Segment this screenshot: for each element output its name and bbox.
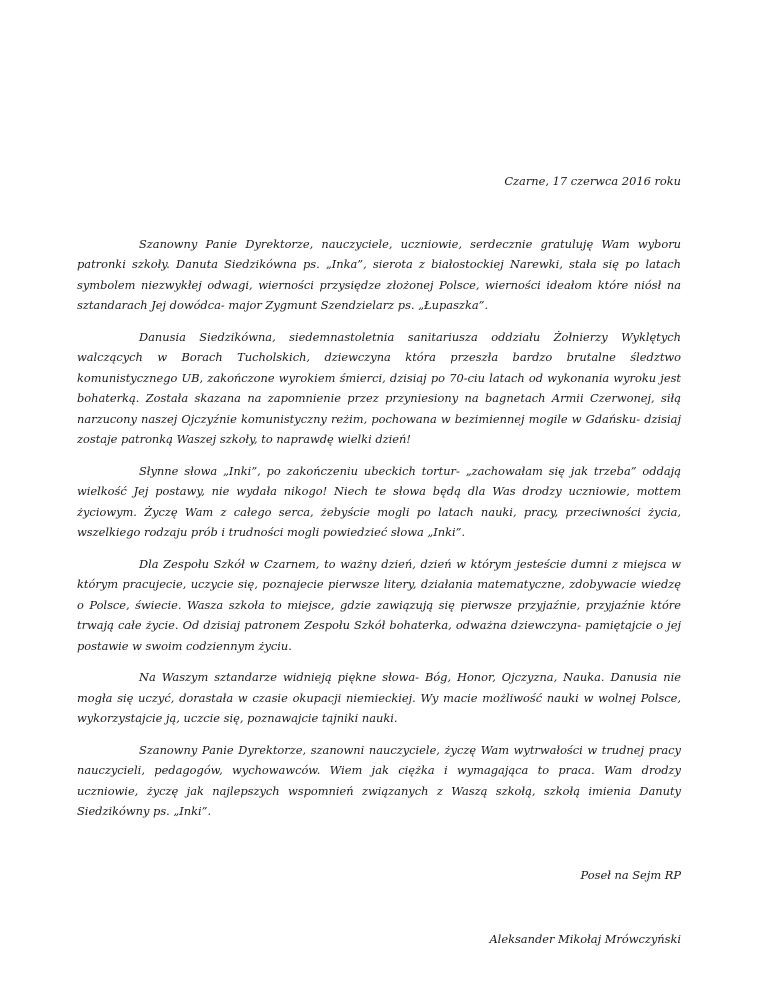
- paragraph-school-day: Dla Zespołu Szkół w Czarnem, to ważny dzień, dzień w którym jesteście dumni z miejsca w którym pracujecie, uczycie się, poznajecie pierwsze litery, działania matematyczne, zdobywacie wiedzę o Polsce, świecie. Wasza szkoła to miejsce, gdzie zawiązują się pierwsze przyjaźnie, przyjaźnie które trwają całe życie. Od dzisiaj patronem Zespołu Szkół bohaterka, odważna dziewczyna- pamiętajcie o jej postawie w swoim codziennym życiu.: [77, 556, 681, 653]
- paragraph-greeting: Szanowny Panie Dyrektorze, nauczyciele, uczniowie, serdecznie gratuluję Wam wyboru patronki szkoły. Danuta Siedzikówna ps. „Inka”, sierota z białostockiej Narewki, stała się po latach symbolem niezwykłej odwagi, wierności przysiędze złożonej Polsce, wierności ideałom które niósł na sztandarach Jej dowódca- major Zygmunt Szendzielarz ps. „Łupaszka”.: [77, 236, 681, 312]
- paragraph-banner: Na Waszym sztandarze widnieją piękne słowa- Bóg, Honor, Ojczyzna, Nauka. Danusia nie mogła się uczyć, dorastała w czasie okupacji niemieckiej. Wy macie możliwość nauki w wolnej Polsce, wykorzystajcie ją, uczcie się, poznawajcie tajniki nauki.: [77, 670, 681, 725]
- place-and-date: Czarne, 17 czerwca 2016 roku: [504, 174, 681, 188]
- signature-role: Poseł na Sejm RP: [580, 867, 681, 882]
- paragraph-inka-story: Danusia Siedzikówna, siedemnastoletnia sanitariusza oddziału Żołnierzy Wyklętych walczących w Borach Tucholskich, dziewczyna która przeszła bardzo brutalne śledztwo komunistycznego UB, zakończone wyrokiem śmierci, dzisiaj po 70-ciu latach od wykonania wyroku jest bohaterką. Została skazana na zapomnienie przez przyniesiony na bagnetach Armii Czerwonej, siłą narzucony naszej Ojczyźnie komunistyczny reżim, pochowana w bezimiennej mogile w Gdańsku- dzisiaj zostaje patronką Waszej szkoły, to naprawdę wielki dzień!: [77, 329, 681, 446]
- paragraph-famous-words: Słynne słowa „Inki”, po zakończeniu ubeckich tortur- „zachowałam się jak trzeba” oddają wielkość Jej postawy, nie wydała nikogo! Niech te słowa będą dla Was drodzy uczniowie, mottem życiowym. Życzę Wam z całego serca, żebyście mogli po latach nauki, pracy, przeciwności życia, wszelkiego rodzaju prób i trudności mogli powiedzieć słowa „Inki”.: [77, 463, 681, 539]
- signature-name: Aleksander Mikołaj Mrówczyński: [489, 932, 681, 946]
- paragraph-wishes: Szanowny Panie Dyrektorze, szanowni nauczyciele, życzę Wam wytrwałości w trudnej pracy nauczycieli, pedagogów, wychowawców. Wiem jak ciężka i wymagająca to praca. Wam drodzy uczniowie, życzę jak najlepszych wspomnień związanych z Waszą szkołą, szkołą imienia Danuty Siedzikówny ps. „Inki”.: [77, 742, 681, 818]
